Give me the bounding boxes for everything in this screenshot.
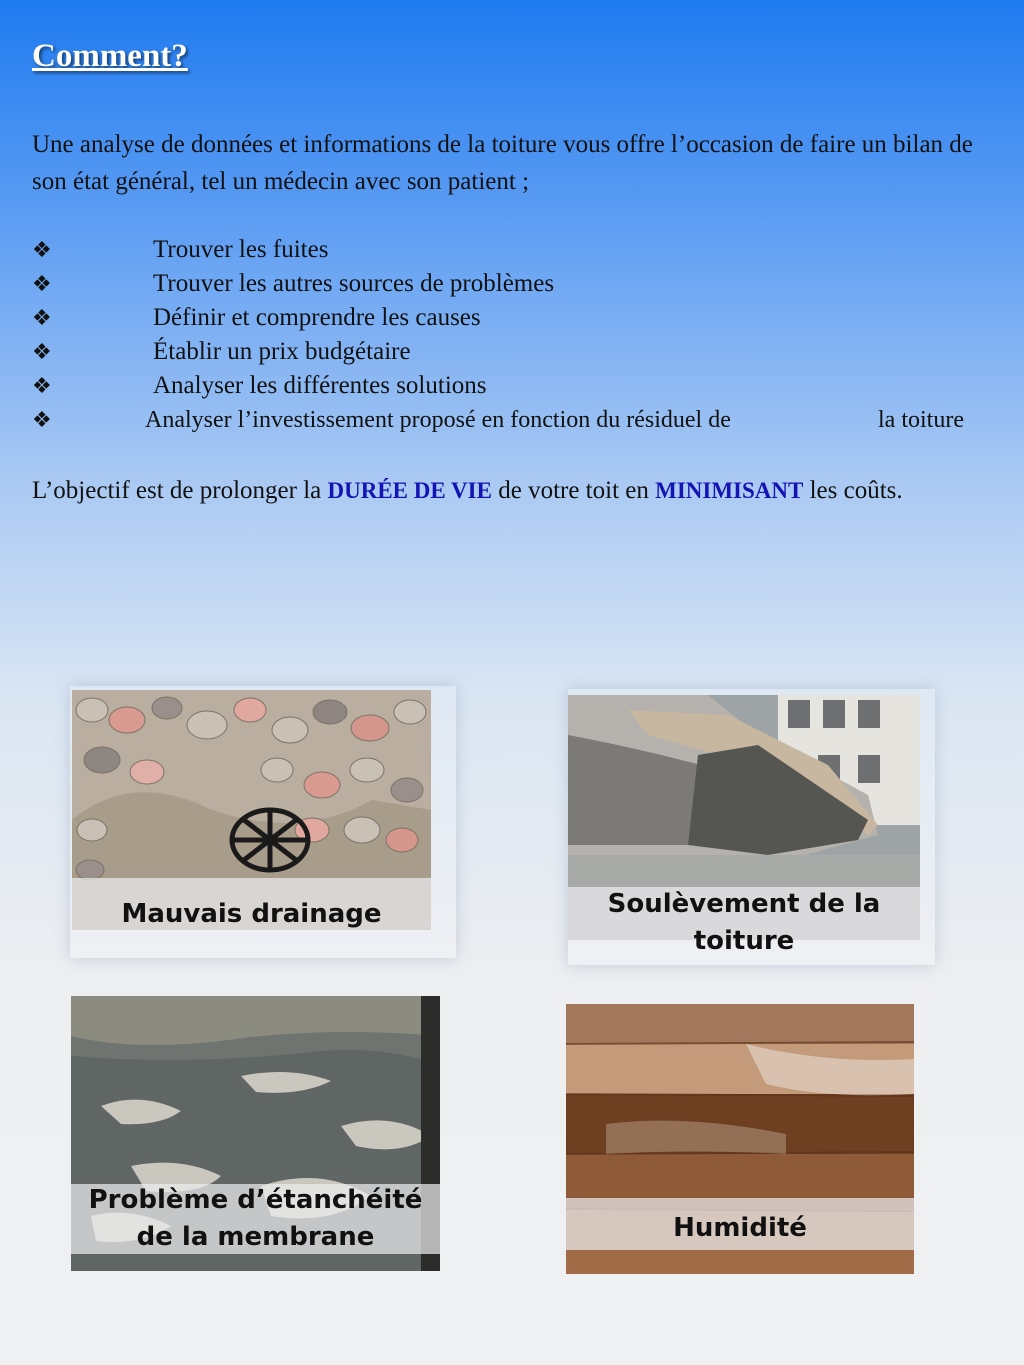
photo-caption: Humidité bbox=[673, 1213, 807, 1243]
list-item bbox=[32, 233, 1002, 267]
diamond-bullet-icon: ❖ bbox=[32, 271, 52, 296]
list-item bbox=[32, 335, 1002, 369]
list-item bbox=[32, 301, 1002, 335]
list-item-text-tail: la toiture bbox=[878, 407, 964, 433]
membrane-photo bbox=[71, 996, 440, 1271]
humidity-photo bbox=[566, 1004, 914, 1274]
diamond-bullet-icon: ❖ bbox=[32, 407, 52, 432]
diamond-bullet-icon: ❖ bbox=[32, 339, 52, 364]
list-item-text: Trouver les autres sources de problèmes bbox=[153, 270, 555, 297]
photo-caption-line2: de la membrane bbox=[136, 1222, 375, 1252]
intro-paragraph: Une analyse de données et informations de la toiture vous offre l’occasion de faire un bilan de son état général, tel un médecin avec son patient ; bbox=[32, 131, 973, 195]
photo-caption-line1: Problème d’étanchéité bbox=[88, 1185, 423, 1215]
drain-photo bbox=[72, 690, 431, 930]
highlight-lifespan: DURÉE DE VIE bbox=[327, 478, 492, 503]
photo-caption-line1: Soulèvement de la bbox=[607, 889, 881, 919]
list-item-text: Établir un prix budgétaire bbox=[153, 338, 411, 365]
list-item-text: Analyser l’investissement proposé en fonction du résiduel de bbox=[145, 407, 731, 433]
list-item bbox=[32, 403, 1002, 437]
list-item-text: Analyser les différentes solutions bbox=[153, 372, 487, 399]
objective-text: L’objectif est de prolonger la bbox=[32, 477, 328, 504]
diamond-bullet-icon: ❖ bbox=[32, 373, 52, 398]
bullet-list bbox=[32, 233, 1002, 437]
photo-caption: Mauvais drainage bbox=[121, 899, 382, 929]
list-item-text: Définir et comprendre les causes bbox=[153, 304, 481, 331]
objective-paragraph bbox=[32, 472, 1007, 509]
list-item bbox=[32, 267, 1002, 301]
roof-lift-photo bbox=[568, 695, 920, 965]
diamond-bullet-icon: ❖ bbox=[32, 237, 52, 262]
list-item-text: Trouver les fuites bbox=[153, 236, 329, 263]
objective-text: de votre toit en bbox=[491, 477, 656, 504]
highlight-minimizing: MINIMISANT bbox=[655, 478, 804, 503]
list-item bbox=[32, 369, 1002, 403]
photo-caption-line2: toiture bbox=[693, 926, 795, 956]
objective-text: les coûts. bbox=[803, 477, 903, 504]
diamond-bullet-icon: ❖ bbox=[32, 305, 52, 330]
page-title: Comment? bbox=[32, 38, 188, 74]
